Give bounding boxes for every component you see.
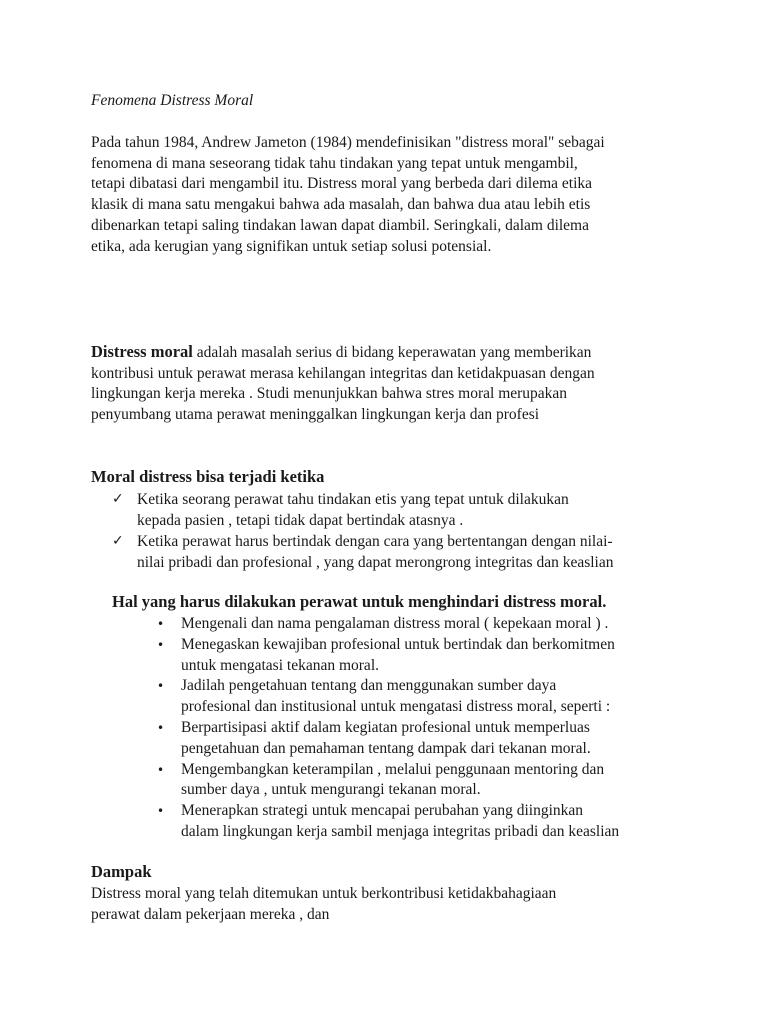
definition-term: Distress moral xyxy=(91,342,193,361)
item-line: Berpartisipasi aktif dalam kegiatan profesional untuk memperluas xyxy=(181,718,590,736)
bullet-icon: • xyxy=(157,762,165,777)
paragraph-line: klasik di mana satu mengakui bahwa ada masalah, dan bahwa dua atau lebih etis xyxy=(91,196,591,214)
impact-heading: Dampak xyxy=(91,862,152,881)
paragraph-line: tetapi dibatasi dari mengambil itu. Distress moral yang berbeda dari dilema etika xyxy=(91,175,593,193)
occurs-heading: Moral distress bisa terjadi ketika xyxy=(91,467,325,486)
paragraph-line: etika, ada kerugian yang signifikan untuk setiap solusi potensial. xyxy=(91,237,492,255)
list-item xyxy=(155,801,619,843)
bullet-icon: • xyxy=(157,637,165,652)
item-line: dalam lingkungan kerja sambil menjaga integritas pribadi dan keaslian xyxy=(181,822,620,840)
paragraph-line: kontribusi untuk perawat merasa kehilangan integritas dan ketidakpuasan dengan xyxy=(91,364,595,382)
checklist-item xyxy=(112,531,613,573)
prevent-heading: Hal yang harus dilakukan perawat untuk menghindari distress moral. xyxy=(112,592,607,611)
item-line: Menerapkan strategi untuk mencapai perubahan yang diinginkan xyxy=(181,802,584,820)
list-item xyxy=(155,635,619,677)
checkmark-icon: ✓ xyxy=(112,533,124,549)
paragraph-line: fenomena di mana seseorang tidak tahu tindakan yang tepat untuk mengambil, xyxy=(91,154,578,172)
item-line: sumber daya , untuk mengurangi tekanan moral. xyxy=(181,781,481,799)
definition-text: adalah masalah serius di bidang keperawatan yang memberikan xyxy=(192,344,592,361)
list-item xyxy=(155,718,619,760)
item-line: Jadilah pengetahuan tentang dan menggunakan sumber daya xyxy=(181,677,557,695)
item-line: untuk mengatasi tekanan moral. xyxy=(181,656,379,674)
impact-paragraph xyxy=(91,884,691,925)
paragraph-line: dibenarkan tetapi saling tindakan lawan dapat diambil. Seringkali, dalam dilema xyxy=(91,216,589,234)
list-item xyxy=(155,760,619,802)
item-line: Menegaskan kewajiban profesional untuk bertindak dan berkomitmen xyxy=(181,635,615,653)
paragraph-line: lingkungan kerja mereka . Studi menunjukkan bahwa stres moral merupakan xyxy=(91,385,568,403)
checklist-item xyxy=(112,489,613,531)
prevent-list xyxy=(155,614,619,843)
item-line: Ketika perawat harus bertindak dengan cara yang bertentangan dengan nilai- xyxy=(137,533,613,550)
paragraph-line xyxy=(91,342,691,364)
list-item xyxy=(155,614,619,635)
paragraph-line: perawat dalam pekerjaan mereka , dan xyxy=(91,905,330,923)
item-line: Mengembangkan keterampilan , melalui penggunaan mentoring dan xyxy=(181,760,605,778)
list-item xyxy=(155,676,619,718)
intro-paragraph xyxy=(91,133,691,257)
definition-paragraph xyxy=(91,342,691,426)
paragraph-line: penyumbang utama perawat meninggalkan lingkungan kerja dan profesi xyxy=(91,406,540,424)
bullet-icon: • xyxy=(157,720,165,735)
item-line: Mengenali dan nama pengalaman distress moral ( kepekaan moral ) . xyxy=(181,615,609,632)
paragraph-line: Pada tahun 1984, Andrew Jameton (1984) mendefinisikan "distress moral" sebagai xyxy=(91,134,605,151)
item-line: nilai pribadi dan profesional , yang dapat merongrong integritas dan keaslian xyxy=(137,554,614,571)
bullet-icon: • xyxy=(157,679,165,694)
bullet-icon: • xyxy=(157,617,165,631)
item-line: pengetahuan dan pemahaman tentang dampak dari tekanan moral. xyxy=(181,739,591,757)
paragraph-line: Distress moral yang telah ditemukan untuk berkontribusi ketidakbahagiaan xyxy=(91,885,557,902)
item-line: kepada pasien , tetapi tidak dapat bertindak atasnya . xyxy=(137,512,464,529)
occurs-checklist xyxy=(112,489,613,573)
bullet-icon: • xyxy=(157,804,165,819)
item-line: Ketika seorang perawat tahu tindakan etis yang tepat untuk dilakukan xyxy=(137,491,569,508)
checkmark-icon: ✓ xyxy=(112,491,124,507)
document-title: Fenomena Distress Moral xyxy=(91,92,254,109)
item-line: profesional dan institusional untuk mengatasi distress moral, seperti : xyxy=(181,698,611,716)
